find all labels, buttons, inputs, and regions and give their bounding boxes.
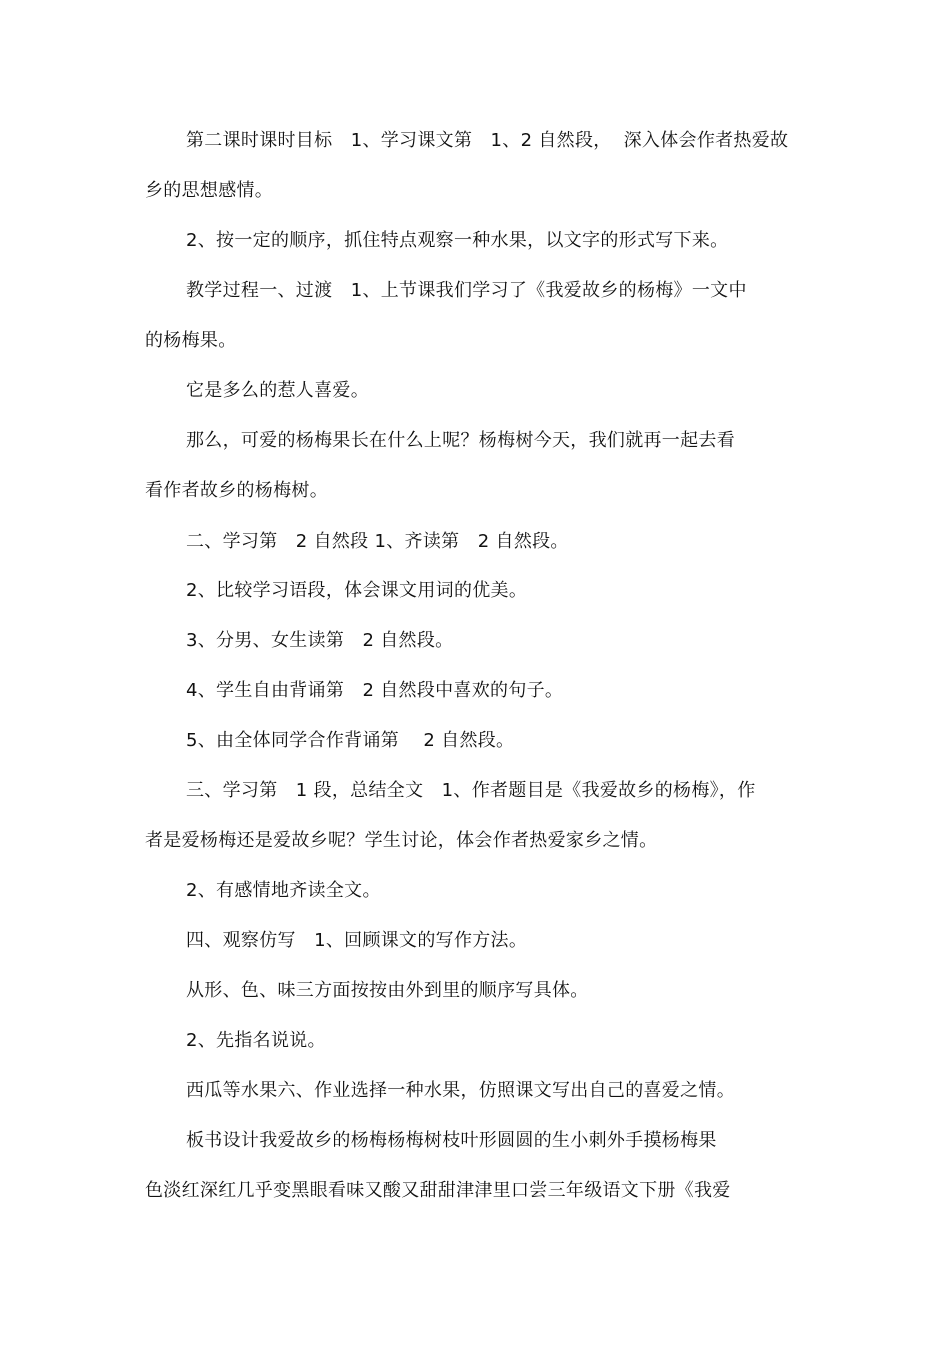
text-line-10: 2、比较学习语段，体会课文用词的优美。 — [186, 580, 528, 601]
text-line-4: 教学过程一、过渡 1、上节课我们学习了《我爱故乡的杨梅》一文中 — [186, 280, 747, 301]
text-line-8: 看作者故乡的杨梅树。 — [145, 480, 328, 501]
text-line-17: 四、观察仿写 1、回顾课文的写作方法。 — [186, 930, 528, 951]
text-line-21: 板书设计我爱故乡的杨梅杨梅树枝叶形圆圆的生小刺外手摸杨梅果 — [186, 1130, 717, 1151]
text-line-2: 乡的思想感情。 — [145, 180, 274, 201]
text-line-18: 从形、色、味三方面按按由外到里的顺序写具体。 — [186, 980, 589, 1001]
text-line-3: 2、按一定的顺序，抓住特点观察一种水果，以文字的形式写下来。 — [186, 230, 729, 251]
text-line-5: 的杨梅果。 — [145, 330, 237, 351]
text-line-6: 它是多么的惹人喜爱。 — [186, 380, 369, 401]
text-line-7: 那么，可爱的杨梅果长在什么上呢？杨梅树今天，我们就再一起去看 — [186, 430, 735, 451]
text-line-13: 5、由全体同学合作背诵第 2 自然段。 — [186, 730, 515, 751]
text-line-9: 二、学习第 2 自然段 1、齐读第 2 自然段。 — [186, 531, 569, 552]
text-line-22: 色淡红深红几乎变黑眼看味又酸又甜甜津津里口尝三年级语文下册《我爱 — [145, 1180, 731, 1201]
text-line-14: 三、学习第 1 段，总结全文 1、作者题目是《我爱故乡的杨梅》，作 — [186, 780, 756, 801]
text-line-11: 3、分男、女生读第 2 自然段。 — [186, 630, 454, 651]
text-line-1: 第二课时课时目标 1、学习课文第 1、2 自然段， 深入体会作者热爱故 — [186, 130, 789, 151]
text-line-16: 2、有感情地齐读全文。 — [186, 880, 381, 901]
text-line-15: 者是爱杨梅还是爱故乡呢？学生讨论，体会作者热爱家乡之情。 — [145, 830, 658, 851]
text-line-19: 2、先指名说说。 — [186, 1030, 326, 1051]
text-line-20: 西瓜等水果六、作业选择一种水果，仿照课文写出自己的喜爱之情。 — [186, 1080, 735, 1101]
text-line-12: 4、学生自由背诵第 2 自然段中喜欢的句子。 — [186, 680, 564, 701]
